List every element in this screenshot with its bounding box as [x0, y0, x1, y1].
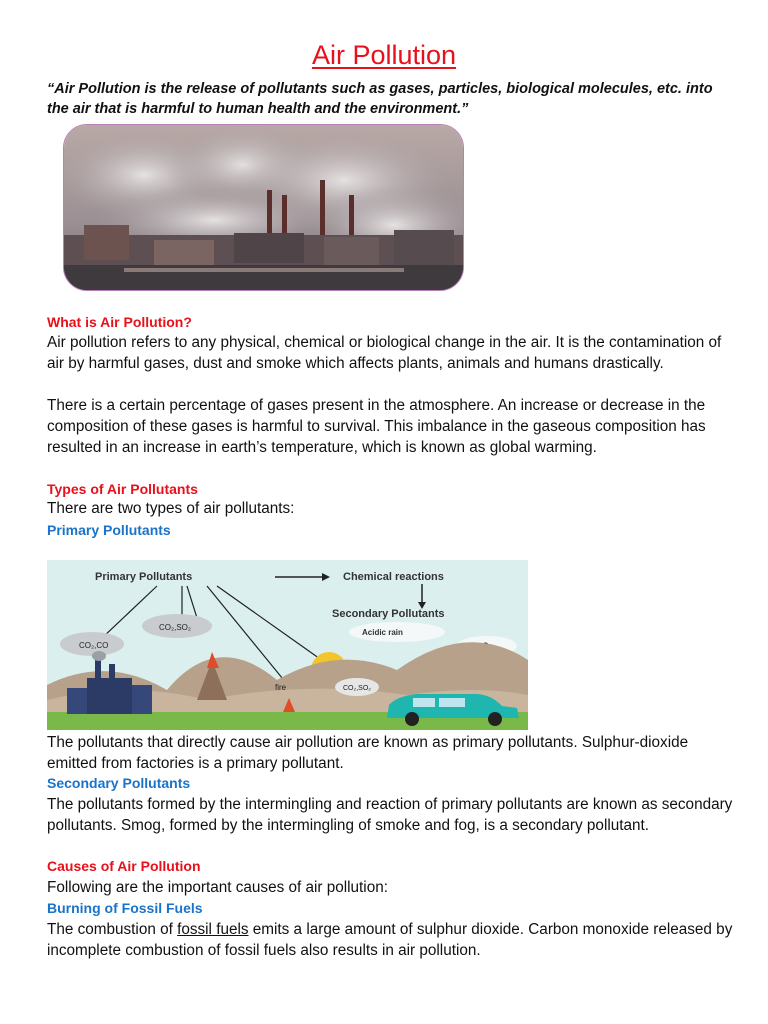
paragraph-fossil-fuels — [47, 920, 737, 962]
paragraph-global-warming: There is a certain percentage of gases present in the atmosphere. An increase or decrease in the composition of these gases is harmful to survival. This imbalance in the gaseous composition has resulted in an increase in earth’s temperature, which is known as global warming. — [47, 397, 706, 456]
page-title: Air Pollution — [311, 40, 457, 70]
diagram-secondary-label: Secondary Pollutants — [332, 608, 445, 620]
heading-types-of-pollutants: Types of Air Pollutants — [47, 481, 198, 497]
fossil-text-after: emits a large amount of sulphur dioxide. Carbon monoxide released by incomplete combustion of fossil fuels also results in air pollution. — [47, 921, 733, 959]
pollutants-diagram — [47, 560, 528, 730]
paragraph-definition: Air pollution refers to any physical, chemical or biological change in the air. It is the contamination of air by harmful gases, dust and smoke which affects plants, animals and humans drastically. — [47, 334, 722, 372]
fossil-fuels-link[interactable]: fossil fuels — [177, 921, 249, 938]
paragraph-secondary-pollutants: The pollutants formed by the intermingling and reaction of primary pollutants are known as secondary pollutants. Smog, formed by the intermingling of smoke and fog, is a secondary pollutant. — [47, 796, 733, 834]
diagram-reactions-label: Chemical reactions — [343, 571, 444, 583]
diagram-cloud-co2-so2: CO₂,SO₂ — [159, 623, 191, 632]
paragraph-causes-intro: Following are the important causes of air pollution: — [47, 879, 388, 896]
diagram-cloud-co2-co: CO₂,CO — [79, 641, 109, 650]
diagram-primary-label: Primary Pollutants — [95, 571, 193, 583]
heading-secondary-pollutants: Secondary Pollutants — [47, 775, 191, 791]
heading-primary-pollutants: Primary Pollutants — [47, 522, 171, 538]
paragraph-primary-pollutants: The pollutants that directly cause air pollution are known as primary pollutants. Sulphur-dioxide emitted from factories is a primary pollutant. — [47, 734, 689, 772]
heading-causes-of-air-pollution: Causes of Air Pollution — [47, 858, 201, 874]
diagram-fire: fire — [275, 683, 287, 692]
definition-quote: “Air Pollution is the release of pollutants such as gases, particles, biological molecules, etc. into the air that is harmful to human health and the environment.” — [47, 81, 713, 117]
fossil-text-before: The combustion of — [47, 921, 178, 938]
factory-smoke-photo — [63, 124, 464, 291]
diagram-car-cloud: CO₂,SO₂ — [343, 685, 371, 692]
heading-what-is-air-pollution: What is Air Pollution? — [47, 314, 192, 330]
heading-burning-fossil-fuels: Burning of Fossil Fuels — [47, 900, 203, 916]
paragraph-types-intro: There are two types of air pollutants: — [47, 500, 295, 517]
diagram-acidic-rain: Acidic rain — [362, 628, 403, 637]
